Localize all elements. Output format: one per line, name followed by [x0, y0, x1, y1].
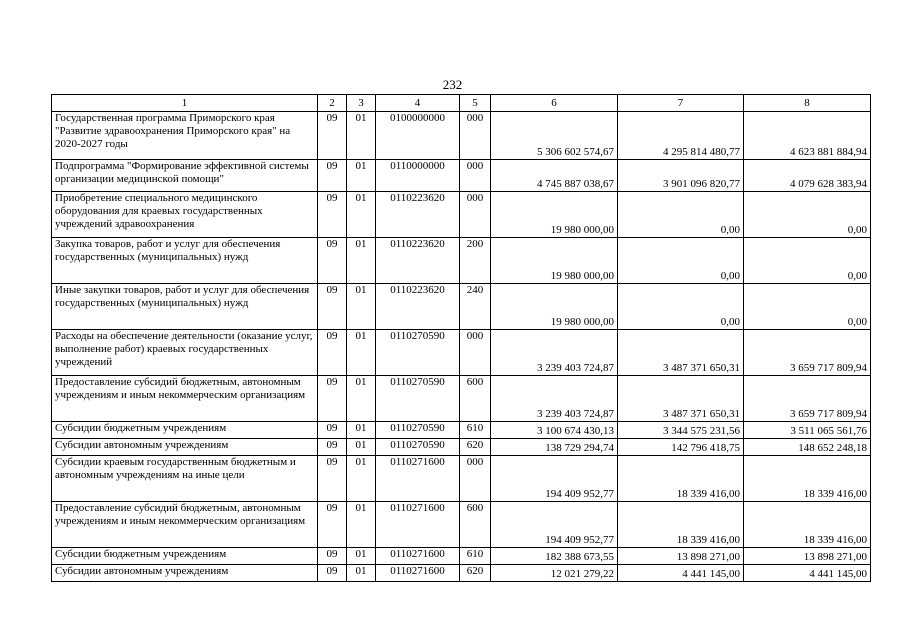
expense-type-code: 000: [460, 160, 491, 192]
expense-type-code: 000: [460, 456, 491, 502]
subsection-code: 01: [347, 439, 376, 456]
expense-type-code: 240: [460, 284, 491, 330]
amount-col7: 3 901 096 820,77: [618, 160, 744, 192]
row-name: Государственная программа Приморского края "Развитие здравоохранения Приморского края" на 2020-2027 годы: [52, 112, 318, 160]
section-code: 09: [318, 238, 347, 284]
amount-col8: 13 898 271,00: [744, 548, 871, 565]
table-row: [52, 548, 871, 565]
subsection-code: 01: [347, 376, 376, 422]
row-name: Предоставление субсидий бюджетным, автономным учреждениям и иным некоммерческим организациям: [52, 376, 318, 422]
amount-col7: 4 441 145,00: [618, 565, 744, 582]
expense-type-code: 000: [460, 192, 491, 238]
target-article-code: 0110271600: [376, 548, 460, 565]
target-article-code: 0110270590: [376, 330, 460, 376]
row-name: Закупка товаров, работ и услуг для обеспечения государственных (муниципальных) нужд: [52, 238, 318, 284]
amount-col6: 138 729 294,74: [491, 439, 618, 456]
amount-col8: 0,00: [744, 284, 871, 330]
column-header: 8: [744, 95, 871, 112]
subsection-code: 01: [347, 548, 376, 565]
amount-col7: 3 344 575 231,56: [618, 422, 744, 439]
table-row: [52, 284, 871, 330]
column-header: 6: [491, 95, 618, 112]
table-row: [52, 112, 871, 160]
section-code: 09: [318, 330, 347, 376]
table-row: [52, 565, 871, 582]
column-header: 7: [618, 95, 744, 112]
expense-type-code: 600: [460, 502, 491, 548]
table-row: [52, 192, 871, 238]
table-row: [52, 502, 871, 548]
row-name: Предоставление субсидий бюджетным, автономным учреждениям и иным некоммерческим организациям: [52, 502, 318, 548]
amount-col8: 0,00: [744, 238, 871, 284]
amount-col7: 4 295 814 480,77: [618, 112, 744, 160]
amount-col8: 3 511 065 561,76: [744, 422, 871, 439]
table-row: [52, 422, 871, 439]
column-header: 5: [460, 95, 491, 112]
amount-col6: 19 980 000,00: [491, 284, 618, 330]
target-article-code: 0110000000: [376, 160, 460, 192]
section-code: 09: [318, 160, 347, 192]
row-name: Подпрограмма "Формирование эффективной системы организации медицинской помощи": [52, 160, 318, 192]
amount-col7: 13 898 271,00: [618, 548, 744, 565]
target-article-code: 0110223620: [376, 284, 460, 330]
section-code: 09: [318, 422, 347, 439]
section-code: 09: [318, 439, 347, 456]
table-row: [52, 376, 871, 422]
amount-col8: 3 659 717 809,94: [744, 376, 871, 422]
row-name: Субсидии краевым государственным бюджетным и автономным учреждениям на иные цели: [52, 456, 318, 502]
column-header: 2: [318, 95, 347, 112]
section-code: 09: [318, 192, 347, 238]
section-code: 09: [318, 502, 347, 548]
amount-col6: 182 388 673,55: [491, 548, 618, 565]
amount-col6: 12 021 279,22: [491, 565, 618, 582]
amount-col8: 4 623 881 884,94: [744, 112, 871, 160]
section-code: 09: [318, 456, 347, 502]
amount-col7: 142 796 418,75: [618, 439, 744, 456]
amount-col8: 148 652 248,18: [744, 439, 871, 456]
page-number: 232: [442, 77, 463, 92]
expense-type-code: 200: [460, 238, 491, 284]
table-row: [52, 160, 871, 192]
amount-col6: 5 306 602 574,67: [491, 112, 618, 160]
subsection-code: 01: [347, 238, 376, 284]
amount-col8: 18 339 416,00: [744, 456, 871, 502]
subsection-code: 01: [347, 192, 376, 238]
amount-col7: 0,00: [618, 192, 744, 238]
column-header: 1: [52, 95, 318, 112]
amount-col6: 3 239 403 724,87: [491, 330, 618, 376]
subsection-code: 01: [347, 502, 376, 548]
section-code: 09: [318, 548, 347, 565]
table-row: [52, 238, 871, 284]
row-name: Субсидии автономным учреждениям: [52, 565, 318, 582]
target-article-code: 0110271600: [376, 456, 460, 502]
amount-col6: 19 980 000,00: [491, 192, 618, 238]
column-header: 3: [347, 95, 376, 112]
amount-col7: 0,00: [618, 238, 744, 284]
target-article-code: 0110270590: [376, 439, 460, 456]
subsection-code: 01: [347, 456, 376, 502]
row-name: Субсидии автономным учреждениям: [52, 439, 318, 456]
expense-type-code: 600: [460, 376, 491, 422]
table-row: [52, 456, 871, 502]
target-article-code: 0110223620: [376, 238, 460, 284]
section-code: 09: [318, 284, 347, 330]
row-name: Субсидии бюджетным учреждениям: [52, 548, 318, 565]
row-name: Расходы на обеспечение деятельности (оказание услуг, выполнение работ) краевых государственных учреждений: [52, 330, 318, 376]
amount-col7: 18 339 416,00: [618, 502, 744, 548]
amount-col6: 194 409 952,77: [491, 502, 618, 548]
amount-col8: 0,00: [744, 192, 871, 238]
amount-col8: 3 659 717 809,94: [744, 330, 871, 376]
table-row: [52, 330, 871, 376]
amount-col7: 18 339 416,00: [618, 456, 744, 502]
budget-table: [51, 94, 871, 582]
amount-col7: 3 487 371 650,31: [618, 330, 744, 376]
expense-type-code: 000: [460, 112, 491, 160]
amount-col8: 18 339 416,00: [744, 502, 871, 548]
row-name: Иные закупки товаров, работ и услуг для обеспечения государственных (муниципальных) нужд: [52, 284, 318, 330]
amount-col8: 4 079 628 383,94: [744, 160, 871, 192]
expense-type-code: 620: [460, 439, 491, 456]
target-article-code: 0100000000: [376, 112, 460, 160]
row-name: Приобретение специального медицинского оборудования для краевых государственных учреждений здравоохранения: [52, 192, 318, 238]
expense-type-code: 000: [460, 330, 491, 376]
subsection-code: 01: [347, 565, 376, 582]
amount-col8: 4 441 145,00: [744, 565, 871, 582]
subsection-code: 01: [347, 112, 376, 160]
header-row: [52, 95, 871, 112]
amount-col6: 3 239 403 724,87: [491, 376, 618, 422]
target-article-code: 0110270590: [376, 422, 460, 439]
amount-col7: 0,00: [618, 284, 744, 330]
section-code: 09: [318, 565, 347, 582]
subsection-code: 01: [347, 330, 376, 376]
target-article-code: 0110223620: [376, 192, 460, 238]
row-name: Субсидии бюджетным учреждениям: [52, 422, 318, 439]
subsection-code: 01: [347, 284, 376, 330]
target-article-code: 0110270590: [376, 376, 460, 422]
section-code: 09: [318, 376, 347, 422]
target-article-code: 0110271600: [376, 502, 460, 548]
expense-type-code: 620: [460, 565, 491, 582]
expense-type-code: 610: [460, 548, 491, 565]
amount-col6: 194 409 952,77: [491, 456, 618, 502]
subsection-code: 01: [347, 160, 376, 192]
target-article-code: 0110271600: [376, 565, 460, 582]
amount-col6: 19 980 000,00: [491, 238, 618, 284]
section-code: 09: [318, 112, 347, 160]
amount-col7: 3 487 371 650,31: [618, 376, 744, 422]
expense-type-code: 610: [460, 422, 491, 439]
column-header: 4: [376, 95, 460, 112]
amount-col6: 4 745 887 038,67: [491, 160, 618, 192]
subsection-code: 01: [347, 422, 376, 439]
table-row: [52, 439, 871, 456]
amount-col6: 3 100 674 430,13: [491, 422, 618, 439]
